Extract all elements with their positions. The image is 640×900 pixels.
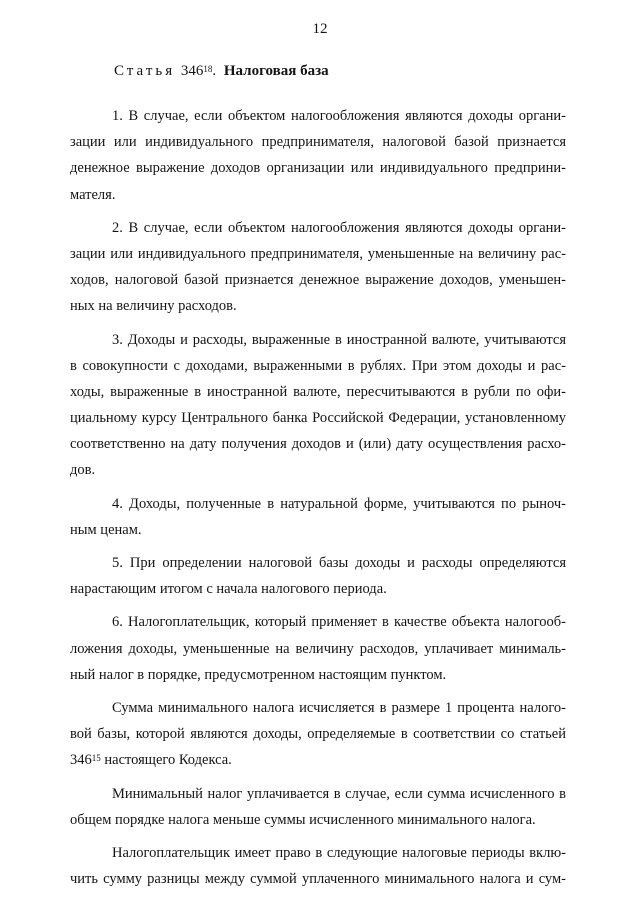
text-line: циальному курсу Центрального банка Российской Федерации, установленному — [70, 410, 566, 427]
text-line-reference — [70, 747, 566, 773]
text-line: в совокупности с доходами, выраженными в рублях. При этом доходы и рас- — [70, 357, 566, 374]
text-line: 6. Налогоплательщик, который применяет в качестве объекта налогооб- — [112, 614, 566, 631]
text-line: денежное выражение доходов организации или индивидуального предприни- — [70, 160, 566, 177]
text-line: ным ценам. — [70, 521, 142, 538]
article-number — [181, 63, 216, 79]
paragraph-7 — [70, 695, 566, 774]
article-label: Статья — [114, 63, 176, 79]
text-line: 5. При определении налоговой базы доходы и расходы определяются — [112, 555, 566, 571]
reference-article-number: 346 — [70, 752, 92, 769]
text-line: соответственно на дату получения доходов и (или) дату осуществления расхо- — [70, 436, 566, 453]
article-title: Налоговая база — [223, 63, 329, 79]
reference-line-text: настоящего Кодекса. — [100, 752, 232, 769]
text-line: 3. Доходы и расходы, выраженные в иностранной валюте, учитываются — [112, 331, 566, 348]
text-line: ложения доходы, уменьшенные на величину расходов, уплачивает минималь- — [70, 640, 566, 657]
text-line: дов. — [70, 462, 96, 479]
text-line: 4. Доходы, полученные в натуральной форме, учитываются по рыноч- — [112, 495, 566, 512]
article-heading — [114, 60, 329, 82]
text-line: общем порядке налога меньше суммы исчисленного минимального налога. — [70, 811, 536, 828]
paragraph-2 — [70, 215, 566, 320]
paragraph-6 — [70, 609, 566, 688]
text-line: нарастающим итогом с начала налогового периода. — [70, 581, 387, 598]
text-line: вой базы, которой являются доходы, определяемые в соответствии со статьей — [70, 726, 566, 743]
text-line: ходов, налоговой базой признается денежное выражение доходов, уменьшен- — [70, 272, 566, 289]
text-line: ных на величину расходов. — [70, 298, 237, 315]
text-line: ный налог в порядке, предусмотренном настоящим пунктом. — [70, 666, 447, 683]
paragraph-8 — [70, 781, 566, 833]
text-line: ходы, выраженные в иностранной валюте, пересчитываются в рубли по офи- — [70, 383, 566, 400]
text-line: чить сумму разницы между суммой уплаченного минимального налога и сум- — [70, 871, 566, 888]
text-line: 1. В случае, если объектом налогообложения являются доходы органи- — [112, 108, 566, 124]
article-number-main: 346 — [180, 63, 204, 79]
text-line: Сумма минимального налога исчисляется в размере 1 процента налого- — [112, 699, 566, 716]
text-line: зации или индивидуального предпринимателя, налоговой базой признается — [70, 134, 566, 151]
text-line: мателя. — [70, 186, 116, 203]
article-number-superscript: 18 — [203, 64, 213, 74]
paragraph-4 — [70, 491, 566, 543]
paragraph-3 — [70, 327, 566, 484]
text-line: Налогоплательщик имеет право в следующие налоговые периоды вклю- — [112, 844, 566, 861]
text-line: зации или индивидуального предпринимателя, уменьшенные на величину рас- — [70, 245, 566, 262]
page-number: 12 — [312, 21, 328, 37]
paragraph-5 — [70, 550, 566, 602]
article-number-suffix: . — [212, 63, 217, 79]
paragraph-1 — [70, 103, 566, 208]
text-line: Минимальный налог уплачивается в случае, если сумма исчисленного в — [112, 785, 566, 802]
text-line: 2. В случае, если объектом налогообложения являются доходы органи- — [112, 219, 566, 236]
reference-article-superscript: 15 — [91, 753, 101, 764]
article-body — [70, 103, 566, 899]
paragraph-9 — [70, 840, 566, 892]
